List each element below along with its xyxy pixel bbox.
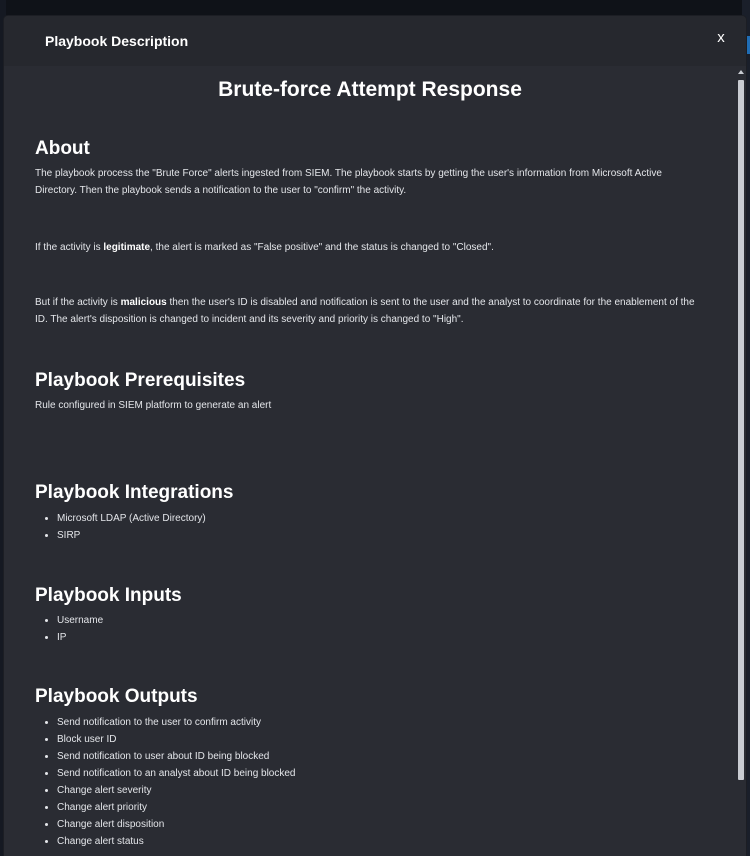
about-paragraph-1: The playbook process the "Brute Force" alerts ingested from SIEM. The playbook starts by getting the user's information from Microsoft Active Directory. Then the playbook sends a notification to the user to "confirm" the activity. — [35, 168, 662, 196]
prerequisites-heading: Playbook Prerequisites — [35, 370, 246, 391]
list-item: • Microsoft LDAP (Active Directory) — [57, 510, 206, 527]
list-item: • Change alert status — [57, 833, 296, 850]
scrollbar-thumb[interactable] — [738, 80, 744, 780]
about-heading: About — [35, 138, 90, 159]
about-paragraph-3: But if the activity is malicious then the user's ID is disabled and notification is sent to the user and the analyst to coordinate for the enablement of the ID. The alert's disposition is changed to incident and its severity and priority is changed to "High". — [35, 297, 695, 325]
prerequisites-text: Rule configured in SIEM platform to generate an alert — [35, 400, 272, 411]
list-item: • Username — [57, 612, 103, 629]
scroll-up-arrow-icon[interactable] — [738, 70, 744, 74]
playbook-title: Brute-force Attempt Response — [218, 78, 522, 101]
list-item: • SIRP — [57, 527, 206, 544]
playbook-description-modal — [4, 16, 746, 856]
modal-content — [4, 66, 736, 856]
close-button[interactable]: x — [717, 29, 725, 46]
integrations-list — [35, 510, 206, 544]
list-item: • Send notification to user about ID being blocked — [57, 748, 296, 765]
list-item: • IP — [57, 629, 103, 646]
list-item: • Send notification to an analyst about ID being blocked — [57, 765, 296, 782]
modal-title: Playbook Description — [45, 33, 189, 49]
inputs-heading: Playbook Inputs — [35, 585, 182, 606]
about-paragraph-2: If the activity is legitimate, the alert is marked as "False positive" and the status is changed to "Closed". — [35, 242, 494, 253]
outputs-heading: Playbook Outputs — [35, 686, 198, 707]
list-item: • Send notification to the user to confirm activity — [57, 714, 296, 731]
integrations-heading: Playbook Integrations — [35, 482, 234, 503]
modal-header — [4, 16, 746, 66]
vertical-scrollbar[interactable] — [736, 66, 746, 856]
inputs-list — [35, 612, 103, 646]
list-item: • Change alert disposition — [57, 816, 296, 833]
list-item: • Change alert severity — [57, 782, 296, 799]
list-item: • Block user ID — [57, 731, 296, 748]
outputs-list — [35, 714, 296, 850]
list-item: • Change alert priority — [57, 799, 296, 816]
